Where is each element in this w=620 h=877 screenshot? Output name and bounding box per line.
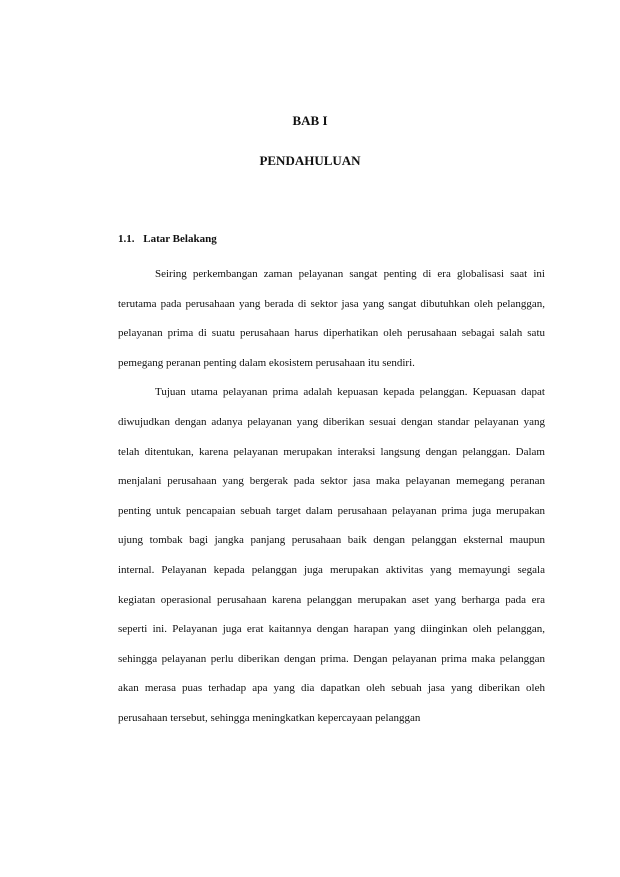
section-number: 1.1. xyxy=(118,233,135,245)
paragraph: Seiring perkembangan zaman pelayanan sangat penting di era globalisasi saat ini terutama pada perusahaan yang berada di sektor jasa yang sangat dibutuhkan oleh pelanggan, pelayanan prima di suatu perusahaan harus diperhatikan oleh perusahaan sebagai salah satu pemegang peranan penting dalam ekosistem perusahaan itu sendiri. xyxy=(118,268,545,369)
section-heading xyxy=(118,233,217,245)
section-title: Latar Belakang xyxy=(143,233,217,245)
body-text xyxy=(118,260,545,734)
paragraph: Tujuan utama pelayanan prima adalah kepuasan kepada pelanggan. Kepuasan dapat diwujudkan dengan adanya pelayanan yang diberikan sesuai dengan standar pelayanan yang telah ditentukan, karena pelayanan merupakan interaksi langsung dengan pelanggan. Dalam menjalani perusahaan yang bergerak pada sektor jasa maka pelayanan memegang peranan penting untuk pencapaian sebuah target dalam perusahaan pelayanan prima juga merupakan ujung tombak bagi jangka panjang perusahaan baik dengan pelanggan eksternal maupun internal. Pelayanan kepada pelanggan juga merupakan aktivitas yang memayungi segala kegiatan operasional perusahaan karena pelanggan merupakan aset yang berharga pada era seperti ini. Pelayanan juga erat kaitannya dengan harapan yang diinginkan oleh pelanggan, sehingga pelayanan perlu diberikan dengan prima. Dengan pelayanan prima maka pelanggan akan merasa puas terhadap apa yang dia dapatkan oleh sebuah jasa yang diberikan oleh perusahaan tersebut, sehingga meningkatkan kepercayaan pelanggan xyxy=(118,386,545,724)
chapter-number: BAB I xyxy=(292,113,328,128)
chapter-title: PENDAHULUAN xyxy=(259,153,361,168)
